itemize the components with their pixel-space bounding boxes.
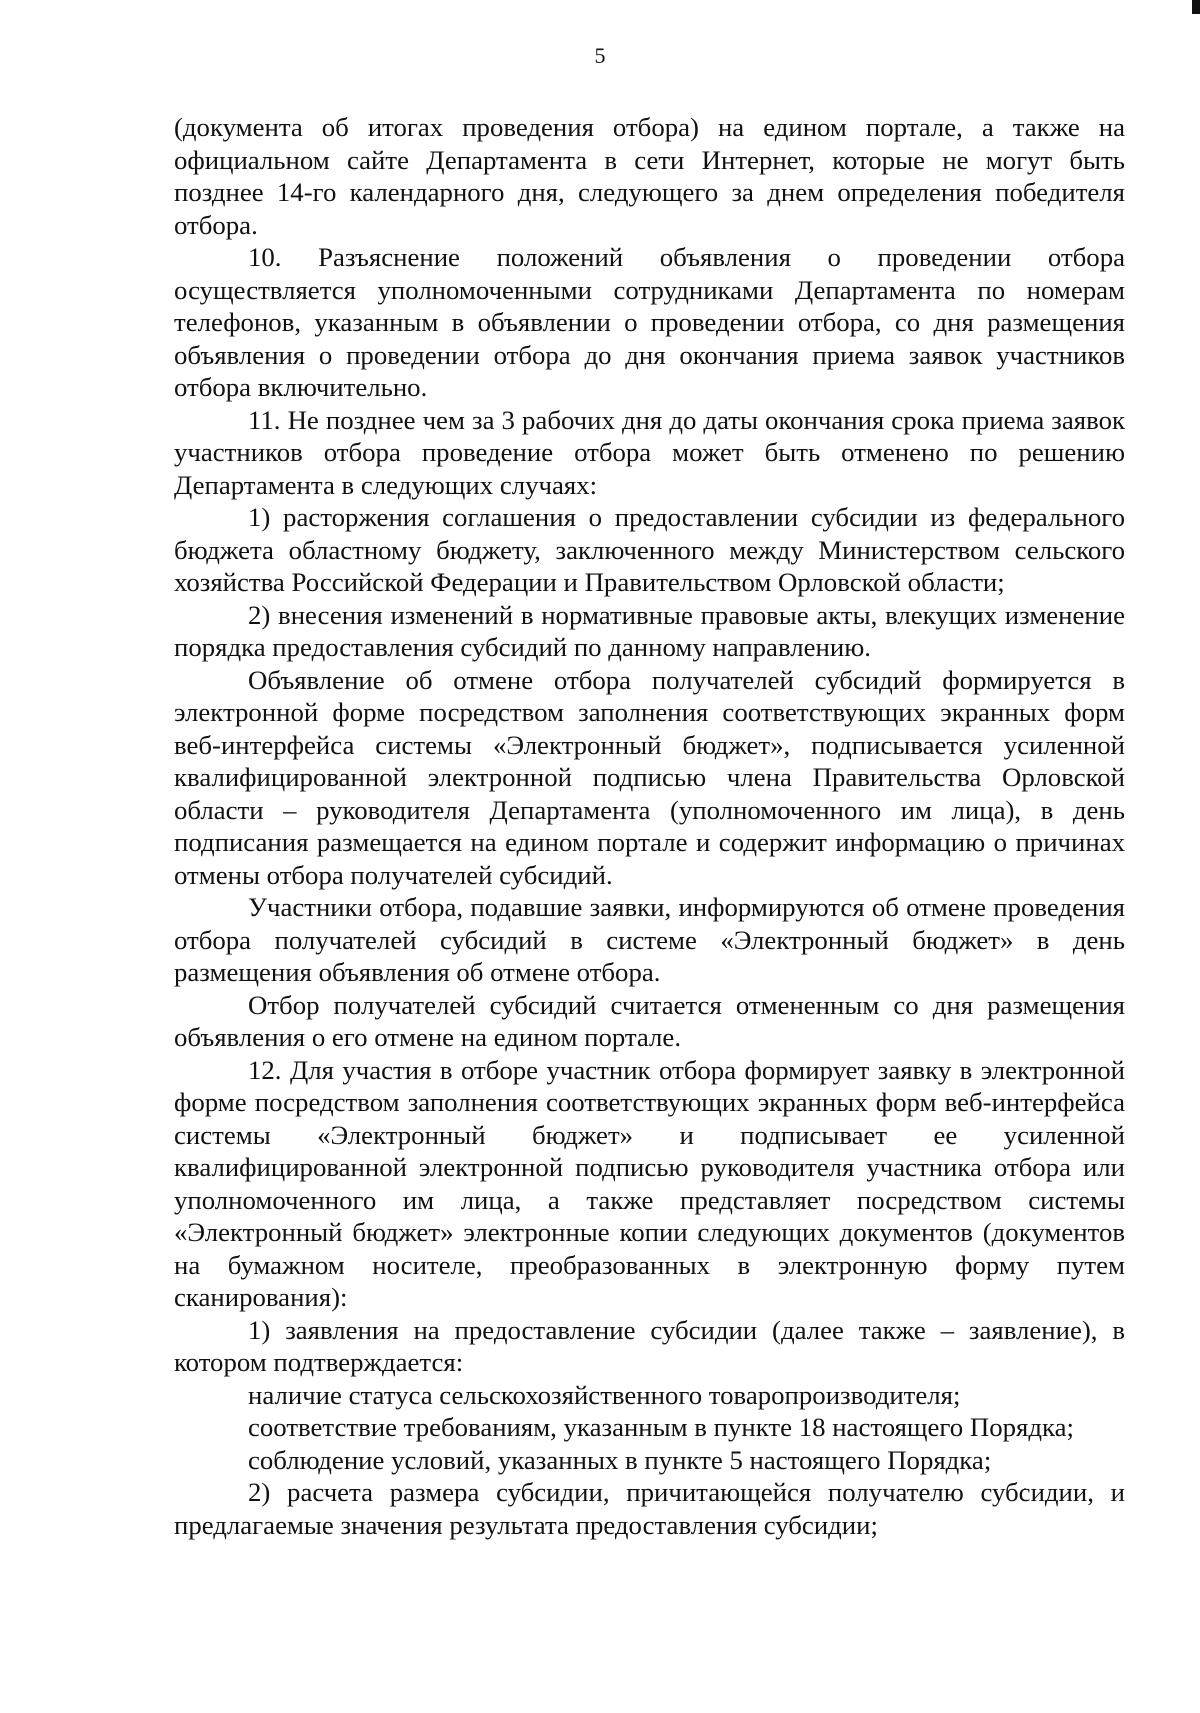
paragraph-selection-cancelled: Отбор получателей субсидий считается отмененным со дня размещения объявления о его отмене на едином портале. (174, 989, 1125, 1052)
list-item-cancel-reason-2: 2) внесения изменений в нормативные правовые акты, влекущих изменение порядка предоставления субсидий по данному направлению. (174, 599, 1125, 662)
list-subitem-status: наличие статуса сельскохозяйственного товаропроизводителя; (248, 1379, 961, 1410)
list-item-application: 1) заявления на предоставление субсидии (далее также – заявление), в котором подтверждается: (174, 1314, 1125, 1377)
paragraph-clause-11: 11. Не позднее чем за 3 рабочих дня до даты окончания срока приема заявок участников отбора проведение отбора может быть отменено по решению Департамента в следующих случаях: (174, 404, 1125, 500)
list-item-calculation: 2) расчета размера субсидии, причитающейся получателю субсидии, и предлагаемые значения результата предоставления субсидии; (174, 1477, 1125, 1540)
page-number: 5 (594, 43, 606, 68)
paragraph-continuation: (документа об итогах проведения отбора) на едином портале, а также на официальном сайте Департамента в сети Интернет, которые не могут быть позднее 14-го календарного дня, следующего за днем определения победителя отбора. (174, 112, 1125, 240)
scan-edge-mark (1192, 0, 1200, 14)
paragraph-clause-10: 10. Разъяснение положений объявления о проведении отбора осуществляется уполномоченными сотрудниками Департамента по номерам телефонов, указанным в объявлении о проведении отбора, со дня размещения объявления о проведении отбора до дня окончания приема заявок участников отбора включительно. (174, 242, 1125, 402)
paragraph-participants-informed: Участники отбора, подавшие заявки, информируются об отмене проведения отбора получателей субсидий в системе «Электронный бюджет» в день размещения объявления об отмене отбора. (174, 892, 1125, 987)
list-subitem-conditions: соблюдение условий, указанных в пункте 5 настоящего Порядка; (248, 1444, 992, 1475)
list-subitem-requirements: соответствие требованиям, указанным в пункте 18 настоящего Порядка; (248, 1412, 1074, 1442)
list-item-cancel-reason-1: 1) расторжения соглашения о предоставлении субсидии из федерального бюджета областному бюджету, заключенного между Министерством сельского хозяйства Российской Федерации и Правительством Орловской области; (174, 502, 1125, 597)
paragraph-cancel-announcement: Объявление об отмене отбора получателей субсидий формируется в электронной форме посредством заполнения соответствующих экранных форм веб-интерфейса системы «Электронный бюджет», подписывается усиленной квалифицированной электронной подписью члена Правительства Орловской области – руководителя Департамента (уполномоченного им лица), в день подписания размещается на едином портале и содержит информацию о причинах отмены отбора получателей субсидий. (174, 664, 1125, 890)
paragraph-clause-12: 12. Для участия в отборе участник отбора формирует заявку в электронной форме посредством заполнения соответствующих экранных форм веб-интерфейса системы «Электронный бюджет» и подписывает ее усиленной квалифицированной электронной подписью руководителя участника отбора или уполномоченного им лица, а также представляет посредством системы «Электронный бюджет» электронные копии следующих документов (документов на бумажном носителе, преобразованных в электронную форму путем сканирования): (174, 1054, 1125, 1312)
document-body (174, 111, 1125, 1541)
